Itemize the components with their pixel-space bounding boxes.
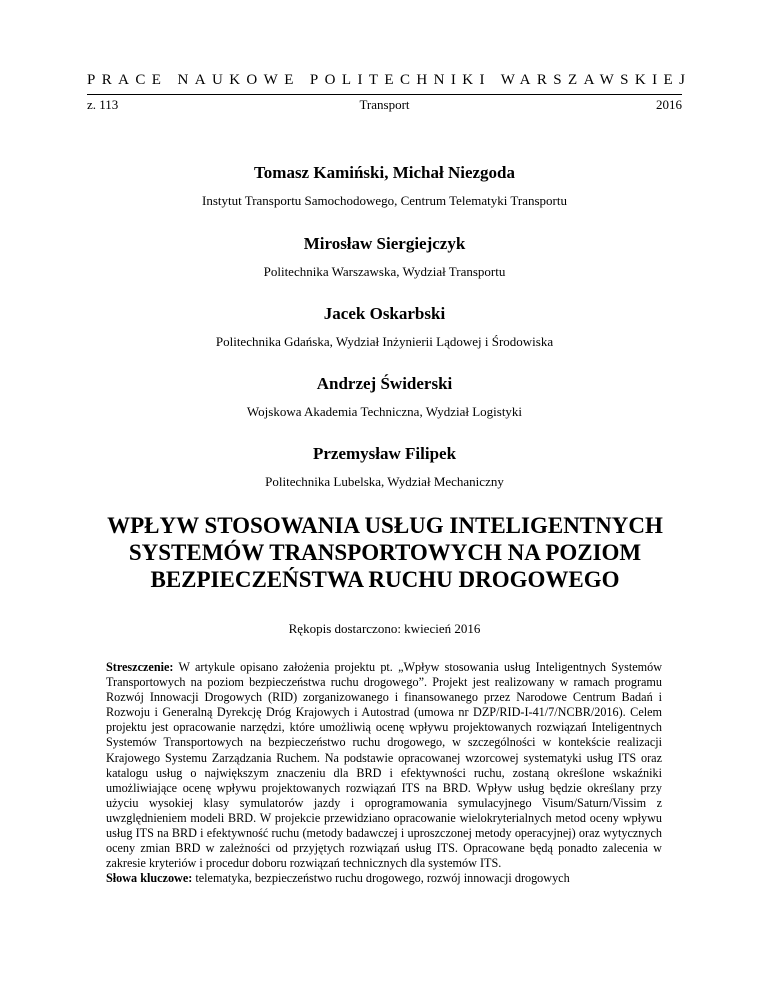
abstract-text: W artykule opisano założenia projektu pt. „Wpływ stosowania usług Inteligentnych Systemów Transportowych na poziom bezpieczeństwa ruchu drogowego”. Projekt jest realizowany w ramach programu Rozwój Innowacji Drogowych (RID) zorganizowanego i finansowanego przez Narodowe Centrum Badań i Rozwoju i Generalną Dyrekcję Dróg Krajowych i Autostrad (umowa nr DZP/RID-I-41/7/NCBR/2016). Celem projektu jest opracowanie narzędzi, które umożliwią ocenę wpływu projektowanych rozwiązań Inteligentnych Systemów Transportowych na bezpieczeństwo ruchu drogowego, w szczególności w kontekście realizacji Krajowego Systemu Zarządzania Ruchem. Na podstawie opracowanej wzorcowej systematyki usług ITS oraz katalogu usług o największym znaczeniu dla BRD i efektywności ruchu, zostaną określone wskaźniki umożliwiające ocenę wpływu projektowanych rozwiązań ITS na BRD. Wpływ usług będzie określany przy użyciu wysokiej klasy symulatorów jazdy i oprogramowania symulacyjnego Visum/Saturn/Vissim z uwzględnieniem modeli BRD. W projekcie przewidziano opracowanie wielokryterialnych metod oceny wpływu usług ITS na BRD i efektywność ruchu (metody badawczej i uproszczonej metody operacyjnej) oraz wytycznych oceny zmian BRD w zależności od przyjętych rozwiązań usług ITS. Opracowane będą ponadto zalecenia w zakresie kryteriów i procedur doboru rozwiązań technicznych dla systemów ITS. — [106, 660, 663, 871]
received-date: Rękopis dostarczono: kwiecień 2016 — [288, 621, 481, 636]
author-block — [87, 444, 682, 490]
author-name: Mirosław Siergiejczyk — [303, 234, 466, 253]
issue-number: z. 113 — [87, 97, 119, 112]
journal-series-title: PRACE NAUKOWE POLITECHNIKI WARSZAWSKIEJ — [87, 72, 692, 88]
paper-title — [60, 512, 710, 593]
author-affiliation: Politechnika Warszawska, Wydział Transportu — [263, 264, 506, 279]
title-line: SYSTEMÓW TRANSPORTOWYCH NA POZIOM — [128, 540, 642, 565]
author-name: Tomasz Kamiński, Michał Niezgoda — [254, 163, 515, 182]
author-affiliation: Instytut Transportu Samochodowego, Centrum Telematyki Transportu — [201, 193, 567, 208]
author-block — [87, 304, 682, 350]
author-name: Przemysław Filipek — [312, 444, 457, 463]
author-affiliation: Politechnika Lubelska, Wydział Mechaniczny — [265, 474, 504, 489]
author-affiliation: Wojskowa Akademia Techniczna, Wydział Logistyki — [246, 404, 523, 419]
abstract-section — [106, 660, 662, 886]
author-block — [87, 163, 682, 209]
keywords-label: Słowa kluczowe: — [106, 871, 193, 886]
keywords-text: telematyka, bezpieczeństwo ruchu drogowego, rozwój innowacji drogowych — [195, 871, 570, 886]
author-name: Jacek Oskarbski — [323, 304, 446, 323]
abstract-paragraph — [106, 660, 662, 871]
title-line: WPŁYW STOSOWANIA USŁUG INTELIGENTNYCH — [107, 513, 663, 538]
title-line: BEZPIECZEŃSTWA RUCHU DROGOWEGO — [150, 567, 620, 592]
publication-year: 2016 — [656, 97, 682, 112]
header-rule — [87, 94, 682, 95]
author-affiliation: Politechnika Gdańska, Wydział Inżynierii Lądowej i Środowiska — [215, 334, 554, 349]
keywords-paragraph — [106, 871, 662, 886]
author-name: Andrzej Świderski — [316, 374, 453, 393]
author-block — [87, 234, 682, 280]
author-block — [87, 374, 682, 420]
abstract-label: Streszczenie: — [106, 660, 174, 674]
discipline-label: Transport — [359, 97, 410, 112]
